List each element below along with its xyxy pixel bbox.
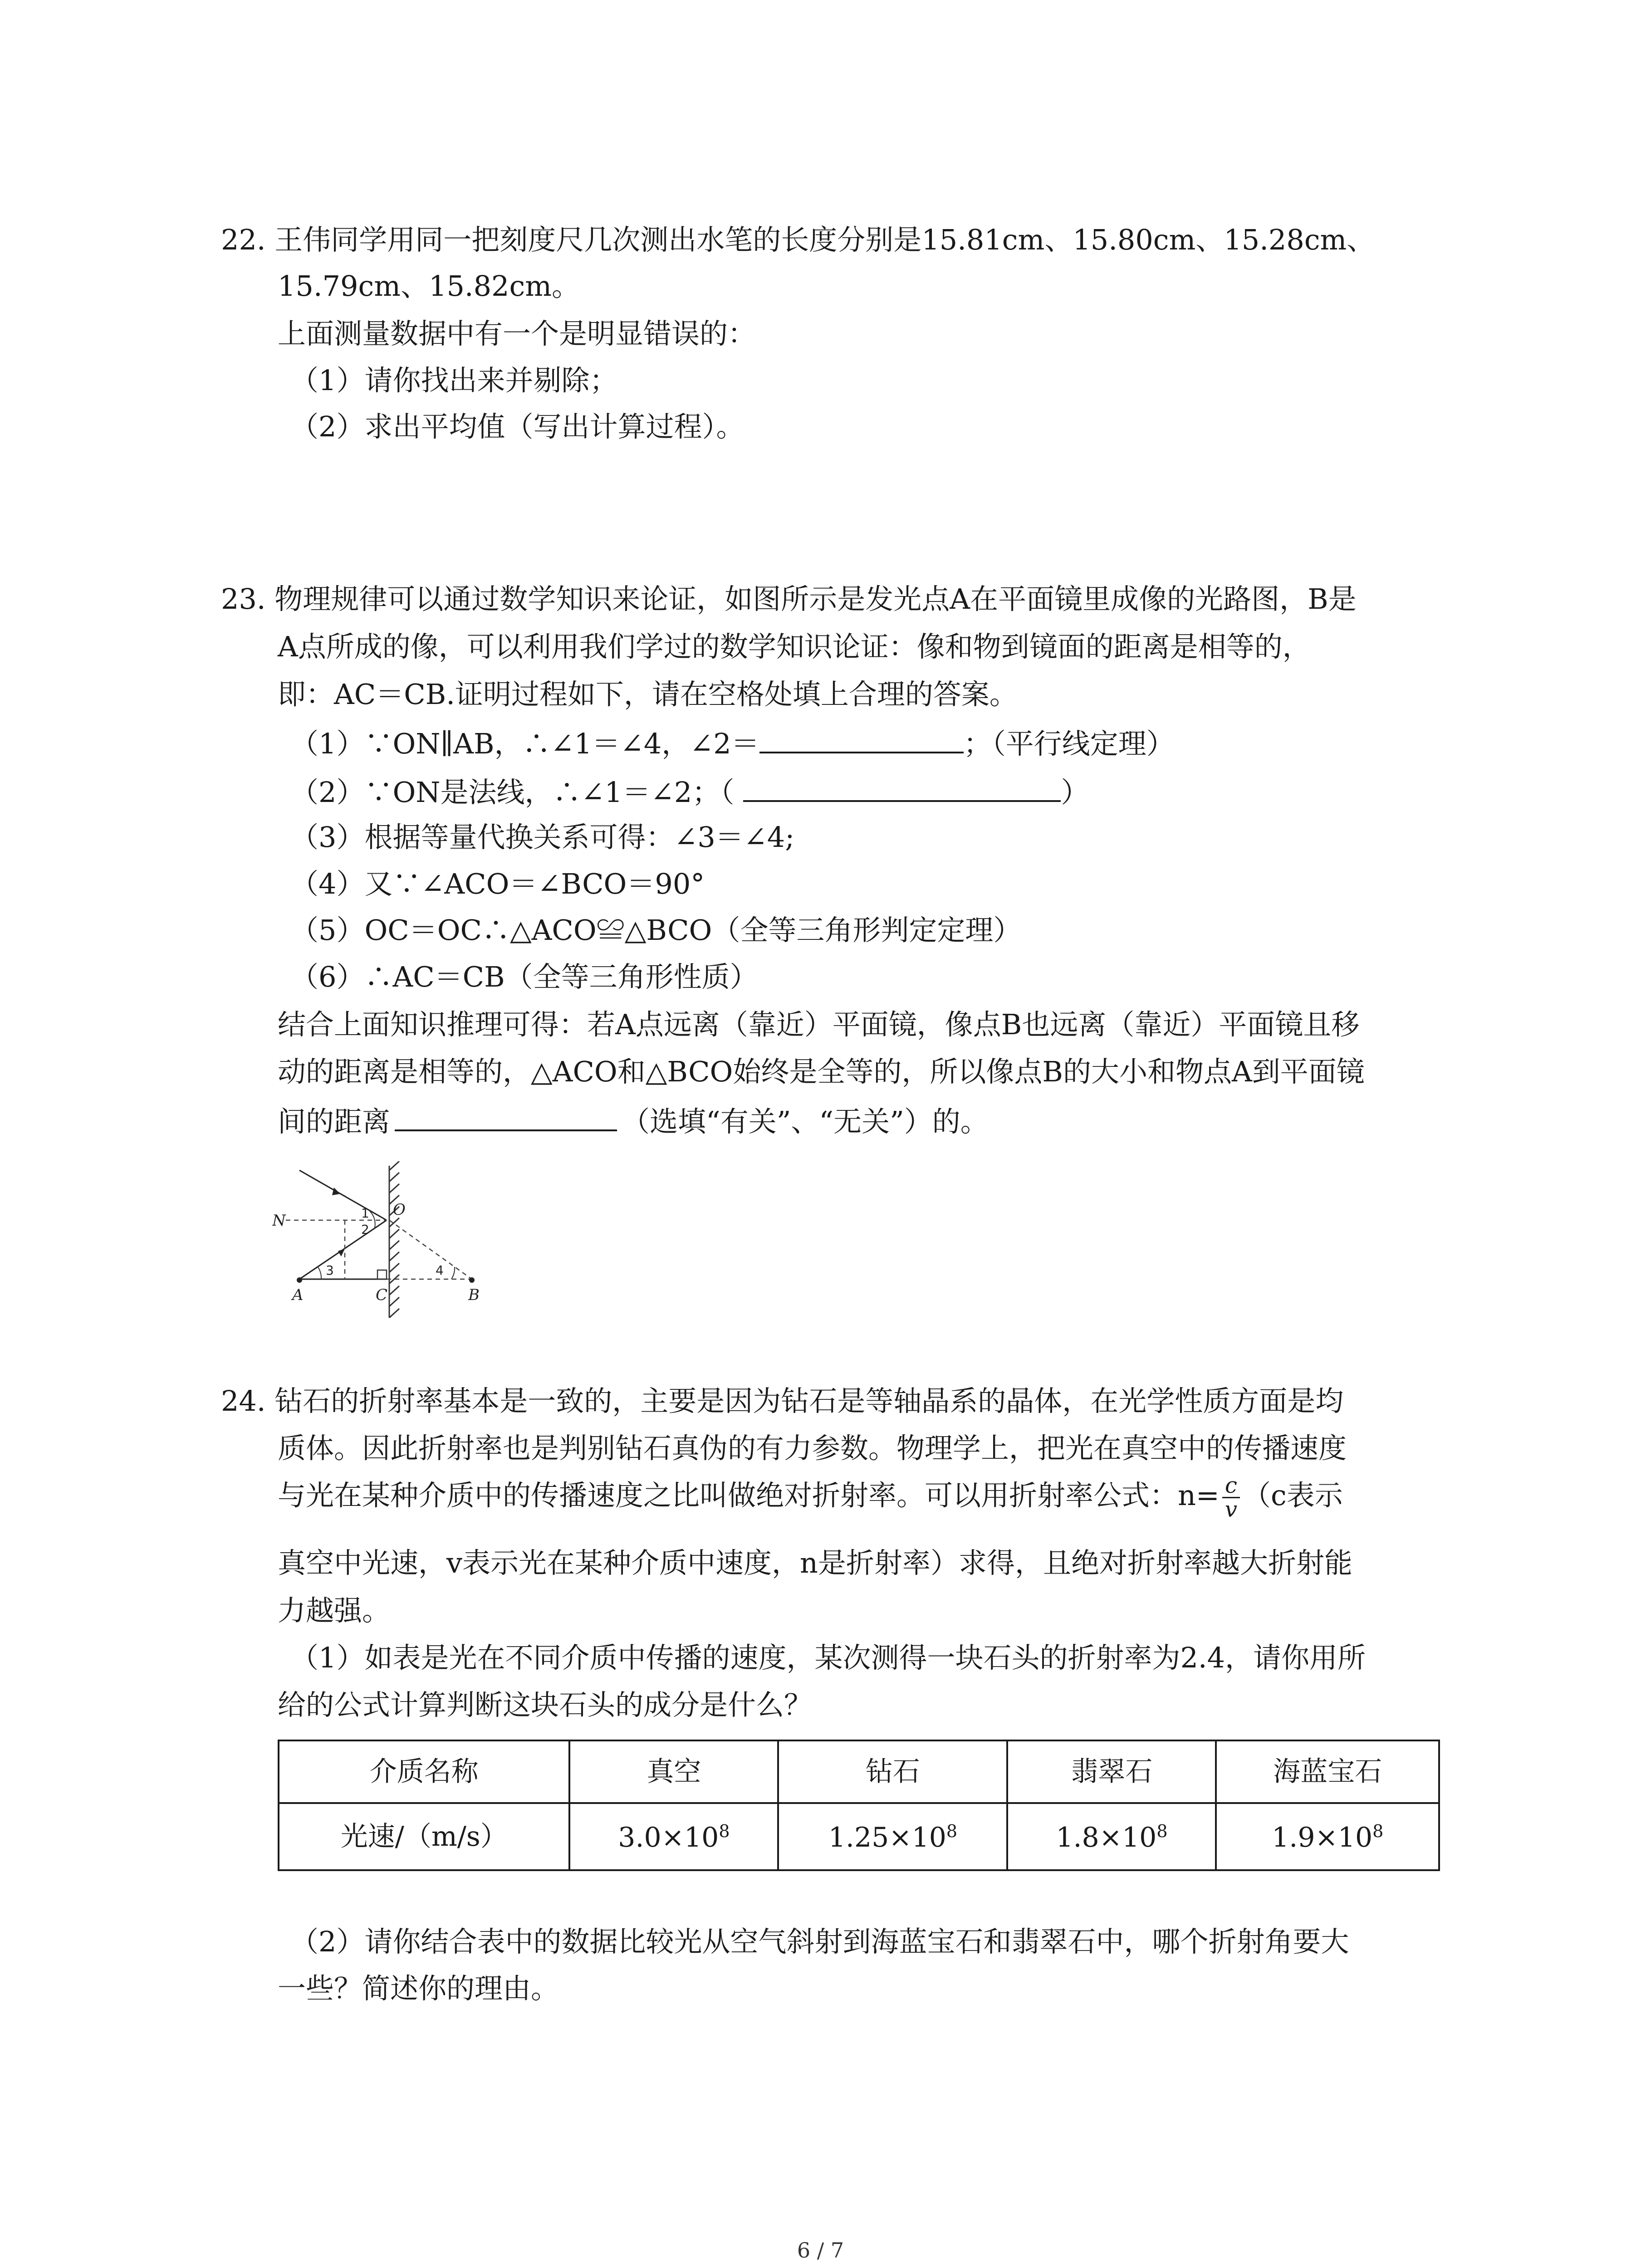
q23-step-3: （3）根据等量代换关系可得：∠3＝∠4; (290, 821, 795, 854)
angle-arc-4 (451, 1267, 455, 1279)
q22-line-3: 上面测量数据中有一个是明显错误的： (278, 317, 756, 350)
q24-line-3 (278, 1474, 1343, 1521)
q23-conclusion-1: 结合上面知识推理可得：若A点远离（靠近）平面镜，像点B也远离（靠近）平面镜且移 (278, 1008, 1360, 1041)
speed-exponent: 8 (1372, 1821, 1384, 1841)
q23-conclusion-3-note: （选填“有关”、“无关”）的。 (622, 1105, 989, 1138)
q24-sub-1-line-2: 给的公式计算判断这块石头的成分是什么？ (278, 1688, 813, 1721)
q24-line-4: 真空中光速，v表示光在某种介质中速度，n是折射率）求得，且绝对折射率越大折射能 (278, 1546, 1352, 1579)
speed-value: 1.8×10 (1056, 1821, 1157, 1853)
q23-line-2: A点所成的像，可以利用我们学过的数学知识论证：像和物到镜面的距离是相等的， (278, 630, 1311, 663)
label-o: O (393, 1201, 406, 1219)
q23-step-2-close: ） (1061, 776, 1089, 809)
label-angle-3: 3 (326, 1263, 334, 1278)
q24-line-5: 力越强。 (278, 1594, 391, 1627)
label-angle-4: 4 (436, 1263, 444, 1278)
q22-line-2: 15.79cm、15.82cm。 (278, 269, 580, 303)
q24-sub-1-line-1: （1）如表是光在不同介质中传播的速度，某次测得一块石头的折射率为2.4，请你用所 (290, 1641, 1366, 1674)
q22-line-1: 22. 王伟同学用同一把刻度尺几次测出水笔的长度分别是15.81cm、15.80cm、15.28cm、 (221, 223, 1375, 256)
q24-line-3-tail: （c表示 (1243, 1479, 1343, 1512)
label-a: A (292, 1286, 304, 1304)
q23-blank-1[interactable] (759, 727, 964, 753)
q23-step-6: （6）∴AC＝CB（全等三角形性质） (290, 960, 758, 993)
table-header-cell: 海蓝宝石 (1216, 1740, 1439, 1803)
q23-blank-3[interactable] (395, 1105, 617, 1131)
light-speed-table (278, 1740, 1440, 1871)
q23-blank-2[interactable] (743, 776, 1061, 802)
q23-conclusion-2: 动的距离是相等的，△ACO和△BCO始终是全等的，所以像点B的大小和物点A到平面镜 (278, 1055, 1365, 1088)
label-c: C (376, 1286, 388, 1304)
q22-sub-2: （2）求出平均值（写出计算过程）。 (290, 410, 745, 443)
label-n: N (272, 1212, 286, 1230)
table-header-cell: 介质名称 (279, 1740, 569, 1803)
table-cell (1007, 1803, 1216, 1870)
refraction-formula-fraction (1222, 1474, 1240, 1521)
fraction-denominator: v (1225, 1497, 1238, 1523)
table-header-row (279, 1740, 1439, 1803)
q23-step-5: （5）OC＝OC∴△ACO≌△BCO（全等三角形判定定理） (290, 914, 1022, 947)
table-row-label: 光速/（m/s） (279, 1803, 569, 1870)
table-header-cell: 真空 (569, 1740, 778, 1803)
angle-arc-3 (318, 1266, 321, 1279)
label-angle-2: 2 (361, 1222, 369, 1237)
q23-step-1 (290, 727, 1175, 758)
q24-line-3-text: 与光在某种介质中的传播速度之比叫做绝对折射率。可以用折射率公式：n= (278, 1479, 1220, 1512)
q24-line-2: 质体。因此折射率也是判别钻石真伪的有力参数。物理学上，把光在真空中的传播速度 (278, 1432, 1347, 1465)
q23-step-2-text: （2）∵ON是法线，∴∠1＝∠2；（ (290, 776, 735, 809)
light-rays (299, 1170, 387, 1279)
mirror-hatching (389, 1161, 399, 1318)
arrow-incident (332, 1188, 340, 1195)
q24-line-1: 24. 钻石的折射率基本是一致的，主要是因为钻石是等轴晶系的晶体，在光学性质方面是均 (221, 1384, 1344, 1418)
q24-sub-2-line-1: （2）请你结合表中的数据比较光从空气斜射到海蓝宝石和翡翠石中，哪个折射角要大 (290, 1925, 1349, 1958)
table-row (279, 1803, 1439, 1870)
q23-conclusion-3 (278, 1105, 989, 1136)
q23-step-1-note: ；（平行线定理） (963, 727, 1175, 760)
q23-step-2 (290, 776, 1089, 807)
speed-value: 3.0×10 (618, 1821, 719, 1853)
table-header-cell: 翡翠石 (1007, 1740, 1216, 1803)
q23-line-3: 即：AC＝CB.证明过程如下，请在空格处填上合理的答案。 (278, 678, 1018, 711)
point-b (469, 1277, 475, 1283)
mirror-diagram (272, 1161, 508, 1325)
label-angle-1: 1 (361, 1206, 369, 1221)
q23-line-1: 23. 物理规律可以通过数学知识来论证，如图所示是发光点A在平面镜里成像的光路图，B是 (221, 582, 1357, 616)
speed-value: 1.25×10 (828, 1821, 946, 1853)
right-angle-marker (377, 1270, 387, 1279)
speed-exponent: 8 (946, 1821, 958, 1841)
speed-value: 1.9×10 (1272, 1821, 1373, 1853)
q22-sub-1: （1）请你找出来并剔除； (290, 364, 618, 397)
q23-step-4: （4）又∵∠ACO＝∠BCO＝90° (290, 867, 705, 900)
table-cell (1216, 1803, 1439, 1870)
q23-conclusion-3-text: 间的距离 (278, 1105, 391, 1138)
table-cell (778, 1803, 1007, 1870)
table-header-cell: 钻石 (778, 1740, 1007, 1803)
table-cell (569, 1803, 778, 1870)
fraction-numerator: c (1222, 1474, 1240, 1498)
speed-exponent: 8 (1156, 1821, 1168, 1841)
label-b: B (468, 1286, 480, 1304)
page-number: 6 / 7 (797, 2238, 844, 2263)
arrow-reflected (338, 1249, 345, 1256)
q23-step-1-text: （1）∵ON∥AB，∴∠1＝∠4，∠2＝ (290, 727, 759, 760)
speed-exponent: 8 (719, 1821, 730, 1841)
q24-sub-2-line-2: 一些？简述你的理由。 (278, 1972, 559, 2005)
point-a (297, 1277, 302, 1283)
